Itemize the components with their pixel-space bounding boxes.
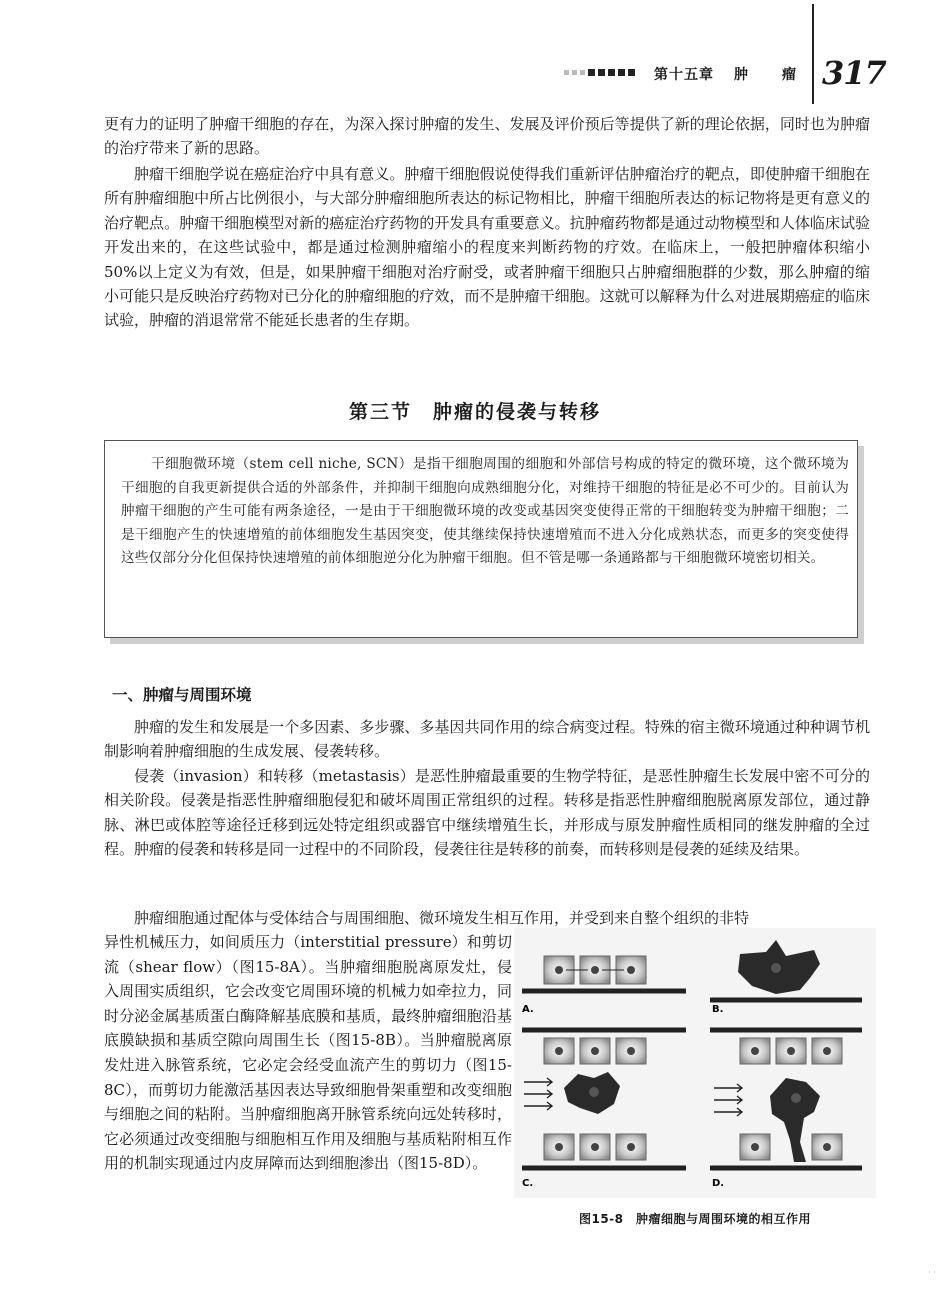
figure-illustration — [514, 928, 876, 1198]
figure-caption: 图15-8 肿瘤细胞与周围环境的相互作用 — [578, 1212, 812, 1226]
page-number: 317 — [822, 54, 886, 92]
info-box — [104, 440, 858, 638]
running-header — [520, 56, 894, 96]
paragraph-continuation: 更有力的证明了肿瘤干细胞的存在，为深入探讨肿瘤的发生、发展及评价预后等提供了新的理论依据，同时也为肿瘤的治疗带来了新的思路。 — [104, 115, 870, 158]
corner-mark: · · — [928, 1268, 936, 1277]
paragraph-invasion-metastasis: 侵袭（invasion）和转移（metastasis）是恶性肿瘤最重要的生物学特征，是恶性肿瘤生长发展中密不可分的相关阶段。侵袭是指恶性肿瘤细胞侵犯和破坏周围正常组织的过程。转移是指恶性肿瘤细胞脱离原发部位，通过静脉、淋巴或体腔等途径迁移到远处特定组织或器官中继续增殖生长，并形成与原发肿瘤性质相同的继发肿瘤的全过程。肿瘤的侵袭和转移是同一过程中的不同阶段，侵袭往往是转移的前奏，而转移则是侵袭的延续及结果。 — [104, 767, 870, 859]
panel-label-c: C. — [522, 1178, 534, 1189]
info-box-text: 干细胞微环境（stem cell niche, SCN）是指干细胞周围的细胞和外部信号构成的特定的微环境，这个微环境为干细胞的自我更新提供合适的外部条件，并抑制干细胞向成熟细胞分化，对维持干细胞的特征是必不可少的。目前认为肿瘤干细胞的产生可能有两条途径，一是由于干细胞微环境的改变或基因突变使得正常的干细胞转变为肿瘤干细胞；二是干细胞产生的快速增殖的前体细胞发生基因突变，使其继续保持快速增殖而不进入分化成熟状态，而更多的突变使得这些仅部分分化但保持快速增殖的前体细胞逆分化为肿瘤干细胞。但不管是哪一条通路都与干细胞微环境密切相关。 — [121, 456, 849, 566]
panel-label-d: D. — [712, 1178, 725, 1189]
paragraph-cancer-stem-cell-therapy: 肿瘤干细胞学说在癌症治疗中具有意义。肿瘤干细胞假说使得我们重新评估肿瘤治疗的靶点，即使肿瘤干细胞在所有肿瘤细胞中所占比例很小，与大部分肿瘤细胞所表达的标记物相比，肿瘤干细胞所表达的标记物将是更有意义的治疗靶点。肿瘤干细胞模型对新的癌症治疗药物的开发具有重要意义。抗肿瘤药物都是通过动物模型和人体临床试验开发出来的，在这些试验中，都是通过检测肿瘤缩小的程度来判断药物的疗效。在临床上，一般把肿瘤体积缩小50%以上定义为有效，但是，如果肿瘤干细胞对治疗耐受，或者肿瘤干细胞只占肿瘤细胞群的少数，那么肿瘤的缩小可能只是反映治疗药物对已分化的肿瘤细胞的疗效，而不是肿瘤干细胞。这就可以解释为什么对进展期癌症的临床试验，肿瘤的消退常常不能延长患者的生存期。 — [104, 165, 870, 330]
paragraph-mechanical-forces: 异性机械压力，如间质压力（interstitial pressure）和剪切流（shear flow）（图15-8A）。当肿瘤细胞脱离原发灶，侵入周围实质组织，它会改变它周围环境的机械力如牵拉力，同时分泌金属基质蛋白酶降解基底膜和基质，最终肿瘤细胞沿基底膜缺损和基质空隙向周围生长（图15-8B）。当肿瘤脱离原发灶进入脉管系统，它必定会经受血流产生的剪切力（图15-8C），而剪切力能激活基因表达导致细胞骨架重塑和改变细胞与细胞之间的粘附。当肿瘤细胞离开脉管系统向远处转移时，它必须通过改变细胞与细胞相互作用及细胞与基质粘附相互作用的机制实现通过内皮屏障而达到细胞渗出（图15-8D）。 — [104, 933, 512, 1173]
chapter-label: 第十五章 — [654, 67, 714, 83]
section-title: 第三节 肿瘤的侵袭与转移 — [348, 401, 601, 423]
chapter-word-1: 肿 — [734, 67, 748, 83]
panel-d — [710, 1030, 862, 1189]
panel-label-b: B. — [712, 1004, 724, 1015]
paragraph-tumor-development: 肿瘤的发生和发展是一个多因素、多步骤、多基因共同作用的综合病变过程。特殊的宿主微环境通过种种调节机制影响着肿瘤细胞的生成发展、侵袭转移。 — [104, 718, 870, 761]
header-decoration — [564, 69, 635, 76]
panel-c — [522, 1030, 686, 1189]
panel-label-a: A. — [522, 1004, 534, 1015]
subsection-title: 一、肿瘤与周围环境 — [112, 686, 252, 704]
panel-a — [522, 956, 686, 1015]
chapter-word-2: 瘤 — [782, 67, 796, 83]
paragraph-interaction-start: 肿瘤细胞通过配体与受体结合与周围细胞、微环境发生相互作用，并受到来自整个组织的非特 — [134, 909, 750, 927]
panel-b — [710, 940, 862, 1015]
header-divider — [812, 4, 814, 104]
figure-15-8 — [514, 928, 876, 1198]
